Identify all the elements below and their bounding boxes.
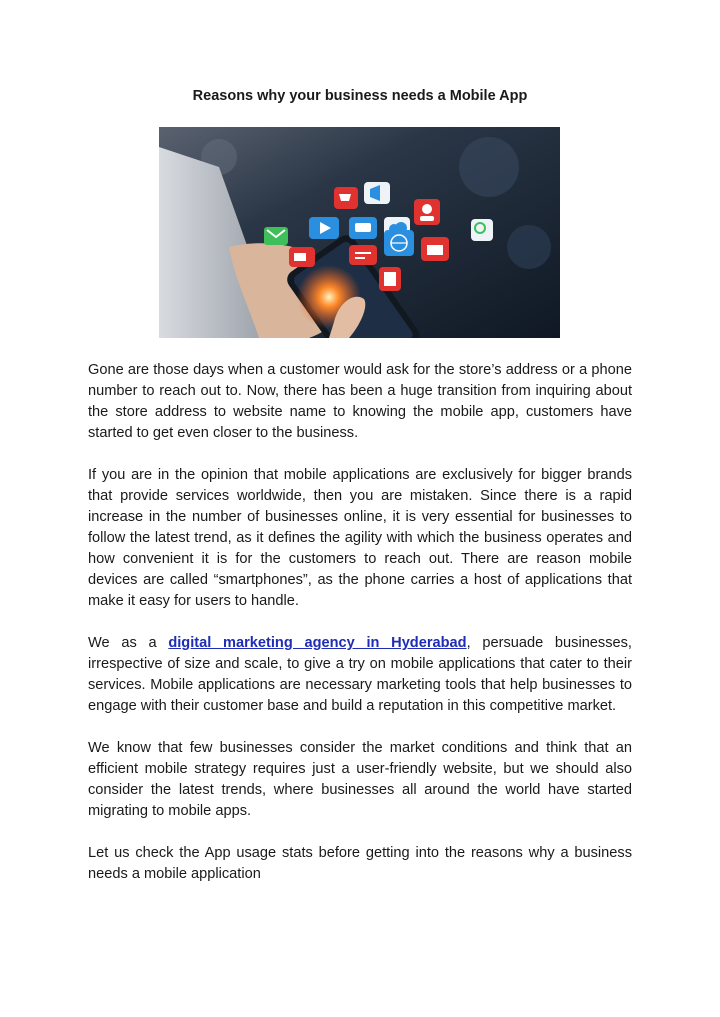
globe-icon bbox=[384, 230, 414, 256]
body-text bbox=[88, 360, 632, 906]
paragraph-3 bbox=[88, 633, 632, 717]
video-play-icon bbox=[309, 217, 339, 239]
truck-icon bbox=[289, 247, 315, 267]
shopping-cart-icon bbox=[334, 187, 358, 209]
search-icon bbox=[471, 219, 493, 241]
paragraph-3-rest: , persuade businesses, irrespective of size and scale, to give a try on mobile applications that cater to their services. Mobile applications are necessary marketing tools that help businesses to engage with their customer base and build a reputation in this competitive market. bbox=[88, 635, 632, 714]
user-profile-icon bbox=[414, 199, 440, 225]
paragraph-4: We know that few businesses consider the market conditions and think that an efficient mobile strategy requires just a user-friendly website, but we should also consider the latest trends, where businesses all around the world have started migrating to mobile apps. bbox=[88, 740, 632, 819]
email-icon bbox=[264, 227, 288, 245]
megaphone-icon bbox=[364, 182, 390, 204]
paragraph-5: Let us check the App usage stats before getting into the reasons why a business needs a mobile application bbox=[88, 845, 632, 882]
page-title: Reasons why your business needs a Mobile App bbox=[192, 88, 528, 104]
document-icon bbox=[379, 267, 401, 291]
chat-icon bbox=[349, 217, 377, 239]
paragraph-2: If you are in the opinion that mobile applications are exclusively for bigger brands that provide services worldwide, then you are mistaken. Since there is a rapid increase in the number of businesses online, it is very essential for businesses to follow the latest trend, as it defines the agility with which the business operates and how convenient it is for the customers to reach out. There are reason mobile devices are called “smartphones”, as the phone carries a host of applications that make it easy for users to handle. bbox=[88, 467, 632, 609]
paragraph-3-intro: We as a bbox=[88, 635, 169, 651]
paragraph-1: Gone are those days when a customer would ask for the store’s address or a phone number to reach out to. Now, there has been a huge transition from inquiring about the store address to website name to knowing the mobile app, customers have started to get even closer to the business. bbox=[88, 362, 632, 441]
agency-link[interactable]: digital marketing agency in Hyderabad bbox=[168, 635, 467, 651]
store-icon bbox=[421, 237, 449, 261]
hero-image bbox=[159, 127, 560, 338]
